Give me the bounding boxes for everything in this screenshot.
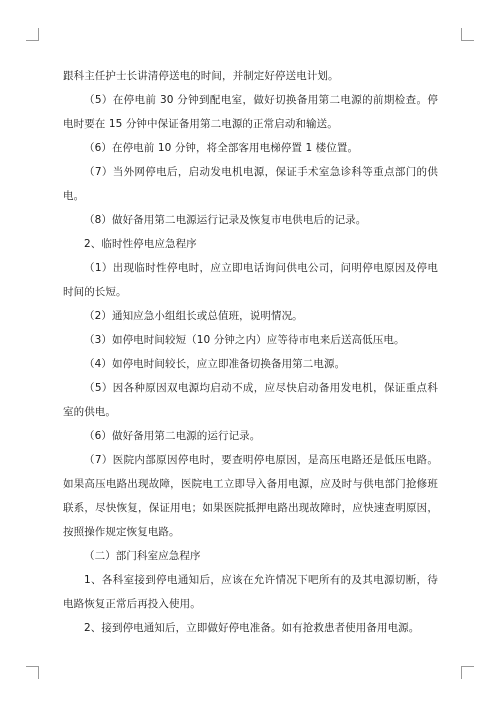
crop-mark-top-left	[26, 28, 39, 41]
paragraph: （5）因各种原因双电源均启动不成，应尽快启动备用发电机，保证重点科室的供电。	[63, 382, 438, 418]
paragraph: （5）在停电前 30 分钟到配电室，做好切换备用第二电源的前期检查。停电时要在 15 分钟中保证备用第二电源的正常启动和输送。	[63, 94, 438, 130]
section-heading: 2、临时性停电应急程序	[84, 238, 197, 250]
paragraph: （4）如停电时间较长，应立即准备切换备用第二电源。	[84, 358, 346, 370]
crop-mark-top-right	[461, 28, 474, 41]
document-body	[63, 64, 438, 640]
paragraph: （7）医院内部原因停电时，要查明停电原因，是高压电路还是低压电路。如果高压电路出现故障，医院电工立即导入备用电源，应及时与供电部门抢修班联系，尽快恢复，保证用电；如果医院抵押电路出现故障时，应快速查明原因，按照操作规定恢复电路。	[63, 454, 438, 538]
section-heading: （二）部门科室应急程序	[84, 550, 201, 562]
paragraph: （3）如停电时间较短（10 分钟之内）应等待市电来后送高低压电。	[84, 334, 405, 346]
paragraph: （6）在停电前 10 分钟，将全部客用电梯停置 1 楼位置。	[84, 142, 359, 154]
paragraph: （7）当外网停电后，启动发电机电源，保证手术室急诊科等重点部门的供电。	[63, 166, 438, 202]
paragraph: （2）通知应急小组组长或总值班，说明情况。	[84, 310, 303, 322]
paragraph: 跟科主任护士长讲清停送电的时间，并制定好停送电计划。	[63, 70, 339, 82]
crop-mark-bottom-left	[26, 666, 39, 679]
paragraph: 1、各科室接到停电通知后，应该在允许情况下吧所有的及其电源切断，待电路恢复正常后再投入使用。	[63, 574, 438, 610]
crop-mark-bottom-right	[461, 666, 474, 679]
paragraph: （6）做好备用第二电源的运行记录。	[84, 430, 261, 442]
paragraph: （1）出现临时性停电时，应立即电话询问供电公司，问明停电原因及停电时间的长短。	[63, 262, 438, 298]
paragraph: （8）做好备用第二电源运行记录及恢复市电供电后的记录。	[84, 214, 367, 226]
paragraph: 2、接到停电通知后，立即做好停电准备。如有抢救患者使用备用电源。	[84, 622, 420, 634]
